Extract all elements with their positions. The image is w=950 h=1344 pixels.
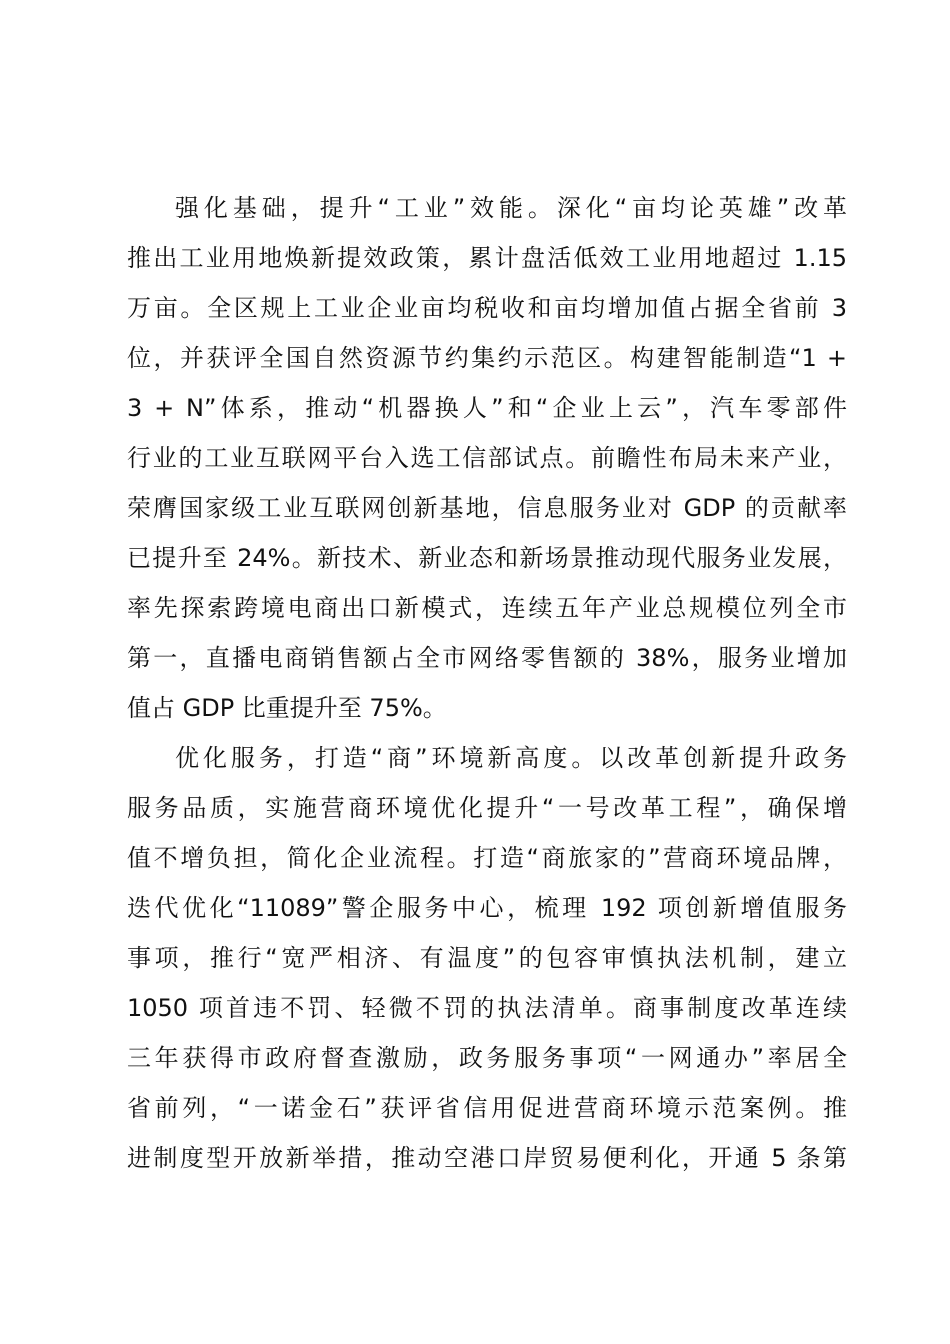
- text-line: 荣膺国家级工业互联网创新基地，信息服务业对 GDP 的贡献率: [127, 494, 847, 522]
- text-line: 行业的工业互联网平台入选工信部试点。前瞻性布局未来产业，: [127, 444, 847, 472]
- text-line: 值占 GDP 比重提升至 75%。: [127, 694, 447, 722]
- text-line: 率先探索跨境电商出口新模式，连续五年产业总规模位列全市: [127, 594, 847, 622]
- text-line: 强化基础，提升“工业”效能。深化“亩均论英雄”改革: [175, 194, 847, 222]
- text-line: 进制度型开放新举措，推动空港口岸贸易便利化，开通 5 条第: [127, 1144, 847, 1172]
- paragraph-services: [127, 733, 847, 1183]
- text-line: 服务品质，实施营商环境优化提升“一号改革工程”，确保增: [127, 794, 847, 822]
- text-line: 迭代优化“11089”警企服务中心，梳理 192 项创新增值服务: [127, 894, 847, 922]
- text-line: 值不增负担，简化企业流程。打造“商旅家的”营商环境品牌，: [127, 844, 847, 872]
- text-line: 事项，推行“宽严相济、有温度”的包容审慎执法机制，建立: [127, 944, 847, 972]
- paragraph-industry: [127, 183, 847, 733]
- text-line: 万亩。全区规上工业企业亩均税收和亩均增加值占据全省前 3: [127, 294, 847, 322]
- text-line: 3 + N”体系，推动“机器换人”和“企业上云”，汽车零部件: [127, 394, 847, 422]
- text-line: 优化服务，打造“商”环境新高度。以改革创新提升政务: [175, 744, 847, 772]
- text-line: 推出工业用地焕新提效政策，累计盘活低效工业用地超过 1.15: [127, 244, 847, 272]
- text-line: 第一，直播电商销售额占全市网络零售额的 38%，服务业增加: [127, 644, 847, 672]
- text-line: 三年获得市政府督查激励，政务服务事项“一网通办”率居全: [127, 1044, 847, 1072]
- text-line: 1050 项首违不罚、轻微不罚的执法清单。商事制度改革连续: [127, 994, 847, 1022]
- text-line: 省前列，“一诺金石”获评省信用促进营商环境示范案例。推: [127, 1094, 847, 1122]
- document-body: [127, 183, 847, 1183]
- text-line: 位，并获评全国自然资源节约集约示范区。构建智能制造“1 +: [127, 344, 847, 372]
- text-line: 已提升至 24%。新技术、新业态和新场景推动现代服务业发展，: [127, 544, 847, 572]
